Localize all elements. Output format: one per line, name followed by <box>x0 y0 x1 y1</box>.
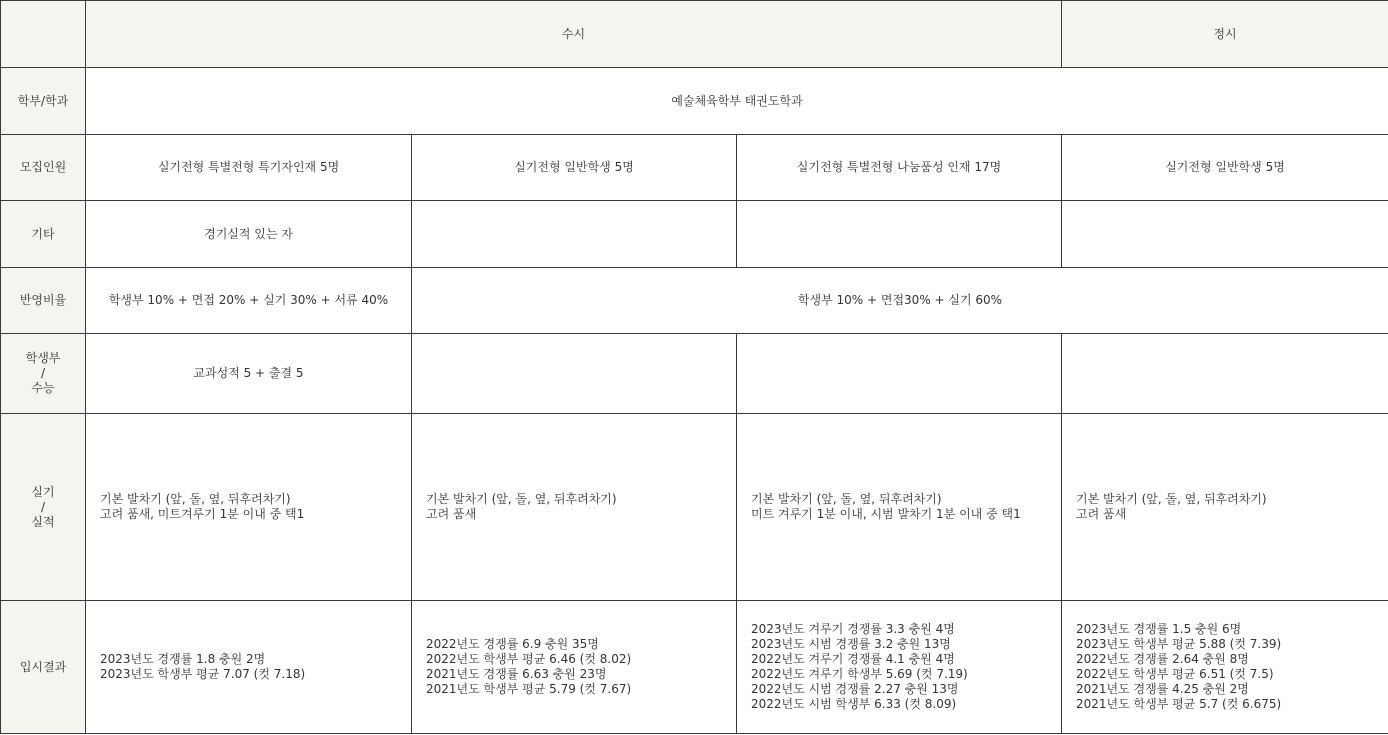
ratio-cell-rest: 학생부 10% + 면접30% + 실기 60% <box>412 268 1388 334</box>
results-line: 2023년도 경쟁률 1.5 충원 6명 <box>1076 622 1242 636</box>
results-line: 2022년도 경쟁률 2.64 충원 8명 <box>1076 652 1249 666</box>
etc-row <box>1 201 1388 268</box>
ratio-cell-first: 학생부 10% + 면접 20% + 실기 30% + 서류 40% <box>86 268 412 334</box>
practical-line: 기본 발차기 (앞, 돌, 옆, 뒤후려차기) <box>751 492 942 506</box>
etc-cell: 경기실적 있는 자 <box>86 201 412 268</box>
results-line: 2022년도 학생부 평균 6.46 (컷 8.02) <box>426 652 632 666</box>
susi-header: 수시 <box>86 1 1062 68</box>
etc-cell <box>737 201 1062 268</box>
results-line: 2023년도 시범 경쟁률 3.2 충원 13명 <box>751 637 951 651</box>
results-cell <box>737 601 1062 734</box>
practical-line: 고려 품새 <box>426 507 477 521</box>
record-label-line: 학생부 <box>25 351 61 365</box>
practical-line: 고려 품새, 미트겨루기 1분 이내 중 택1 <box>100 507 305 521</box>
results-line: 2021년도 경쟁률 6.63 충원 23명 <box>426 667 607 681</box>
corner-cell <box>1 1 86 68</box>
results-cell <box>86 601 412 734</box>
practical-line: 기본 발차기 (앞, 돌, 옆, 뒤후려차기) <box>426 492 617 506</box>
ratio-label: 반영비율 <box>1 268 86 334</box>
practical-label-line: / <box>40 499 46 514</box>
results-line: 2022년도 시범 경쟁률 2.27 충원 13명 <box>751 682 959 696</box>
practical-cell <box>412 414 737 601</box>
results-line: 2022년도 겨루기 경쟁률 4.1 충원 4명 <box>751 652 955 666</box>
practical-line: 기본 발차기 (앞, 돌, 옆, 뒤후려차기) <box>100 492 291 506</box>
results-line: 2023년도 학생부 평균 5.88 (컷 7.39) <box>1076 637 1282 651</box>
recruit-row <box>1 135 1388 201</box>
department-value: 예술체육학부 태권도학과 <box>86 68 1388 135</box>
practical-line: 고려 품새 <box>1076 507 1127 521</box>
results-line: 2022년도 시범 학생부 6.33 (컷 8.09) <box>751 697 957 711</box>
record-cell <box>412 334 737 414</box>
recruit-cell: 실기전형 특별전형 특기자인재 5명 <box>86 135 412 201</box>
record-label-line: / <box>40 366 46 380</box>
recruit-cell: 실기전형 일반학생 5명 <box>1062 135 1388 201</box>
record-cell <box>737 334 1062 414</box>
department-row <box>1 68 1388 135</box>
practical-line: 기본 발차기 (앞, 돌, 옆, 뒤후려차기) <box>1076 492 1267 506</box>
results-line: 2021년도 학생부 평균 5.79 (컷 7.67) <box>426 682 632 696</box>
header-row <box>1 1 1388 68</box>
record-row <box>1 334 1388 414</box>
practical-label-line: 실기 <box>31 484 55 499</box>
practical-cell <box>1062 414 1388 601</box>
record-label-line: 수능 <box>31 381 55 395</box>
ratio-row <box>1 268 1388 334</box>
results-line: 2023년도 경쟁률 1.8 충원 2명 <box>100 652 266 666</box>
results-line: 2022년도 경쟁률 6.9 충원 35명 <box>426 637 599 651</box>
practical-cell <box>86 414 412 601</box>
practical-line: 미트 겨루기 1분 이내, 시범 발차기 1분 이내 중 택1 <box>751 507 1021 521</box>
record-cell <box>1062 334 1388 414</box>
department-label: 학부/학과 <box>1 68 86 135</box>
results-line: 2021년도 학생부 평균 5.7 (컷 6.675) <box>1076 697 1282 711</box>
practical-row <box>1 414 1388 601</box>
etc-cell <box>412 201 737 268</box>
results-line: 2022년도 겨루기 학생부 5.69 (컷 7.19) <box>751 667 968 681</box>
etc-label: 기타 <box>1 201 86 268</box>
recruit-cell: 실기전형 일반학생 5명 <box>412 135 737 201</box>
record-cell: 교과성적 5 + 출결 5 <box>86 334 412 414</box>
results-cell <box>412 601 737 734</box>
recruit-label: 모집인원 <box>1 135 86 201</box>
record-label <box>1 334 86 414</box>
practical-label <box>1 414 86 601</box>
results-line: 2023년도 학생부 평균 7.07 (컷 7.18) <box>100 667 306 681</box>
results-cell <box>1062 601 1388 734</box>
results-line: 2021년도 경쟁률 4.25 충원 2명 <box>1076 682 1249 696</box>
practical-label-line: 실적 <box>31 514 55 529</box>
etc-cell <box>1062 201 1388 268</box>
results-label: 입시결과 <box>1 601 86 734</box>
jeongsi-header: 정시 <box>1062 1 1388 68</box>
recruit-cell: 실기전형 특별전형 나눔품성 인재 17명 <box>737 135 1062 201</box>
results-line: 2022년도 학생부 평균 6.51 (컷 7.5) <box>1076 667 1274 681</box>
results-line: 2023년도 겨루기 경쟁률 3.3 충원 4명 <box>751 622 955 636</box>
practical-cell <box>737 414 1062 601</box>
results-row <box>1 601 1388 734</box>
